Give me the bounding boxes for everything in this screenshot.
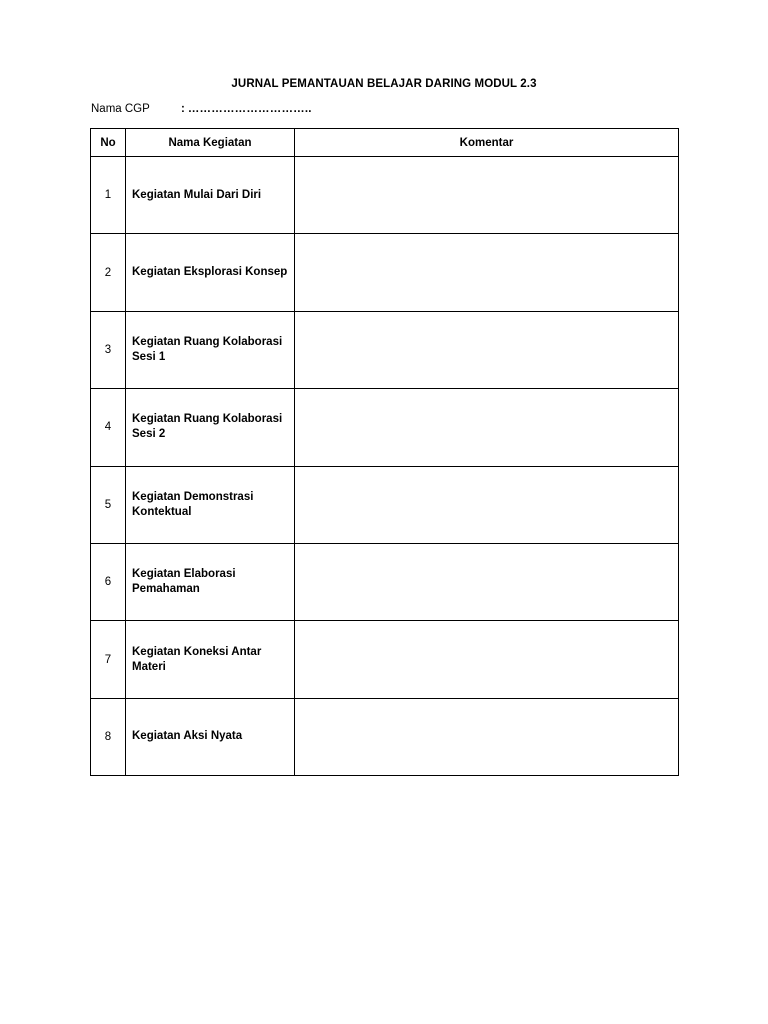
comment-cell[interactable] [295,157,679,234]
participant-name-label: Nama CGP [91,103,150,115]
row-number: 6 [91,543,126,620]
activity-name: Kegiatan Elaborasi Pemahaman [126,543,295,620]
participant-name-separator: : [181,103,185,115]
row-number: 1 [91,157,126,234]
comment-cell[interactable] [295,698,679,775]
activity-name: Kegiatan Mulai Dari Diri [126,157,295,234]
activity-name: Kegiatan Demonstrasi Kontektual [126,466,295,543]
participant-name-row [91,103,312,115]
comment-cell[interactable] [295,543,679,620]
activity-name: Kegiatan Eksplorasi Konsep [126,234,295,311]
activity-name: Kegiatan Aksi Nyata [126,698,295,775]
comment-cell[interactable] [295,389,679,466]
table-row [91,698,679,775]
header-activity-name: Nama Kegiatan [126,129,295,157]
row-number: 5 [91,466,126,543]
activity-name: Kegiatan Ruang Kolaborasi Sesi 2 [126,389,295,466]
row-number: 8 [91,698,126,775]
table-header-row [91,129,679,157]
activity-name: Kegiatan Koneksi Antar Materi [126,621,295,698]
table-row [91,466,679,543]
comment-cell[interactable] [295,621,679,698]
table-row [91,389,679,466]
table-row [91,234,679,311]
header-no: No [91,129,126,157]
document-title: JURNAL PEMANTAUAN BELAJAR DARING MODUL 2.3 [231,78,537,90]
comment-cell[interactable] [295,234,679,311]
table-row [91,311,679,388]
table-row [91,621,679,698]
activity-name: Kegiatan Ruang Kolaborasi Sesi 1 [126,311,295,388]
table-row [91,543,679,620]
row-number: 2 [91,234,126,311]
comment-cell[interactable] [295,466,679,543]
row-number: 7 [91,621,126,698]
participant-name-blank[interactable]: ………………………….. [187,103,312,115]
header-comment: Komentar [295,129,679,157]
table-row [91,157,679,234]
row-number: 4 [91,389,126,466]
row-number: 3 [91,311,126,388]
journal-table [90,128,679,776]
comment-cell[interactable] [295,311,679,388]
